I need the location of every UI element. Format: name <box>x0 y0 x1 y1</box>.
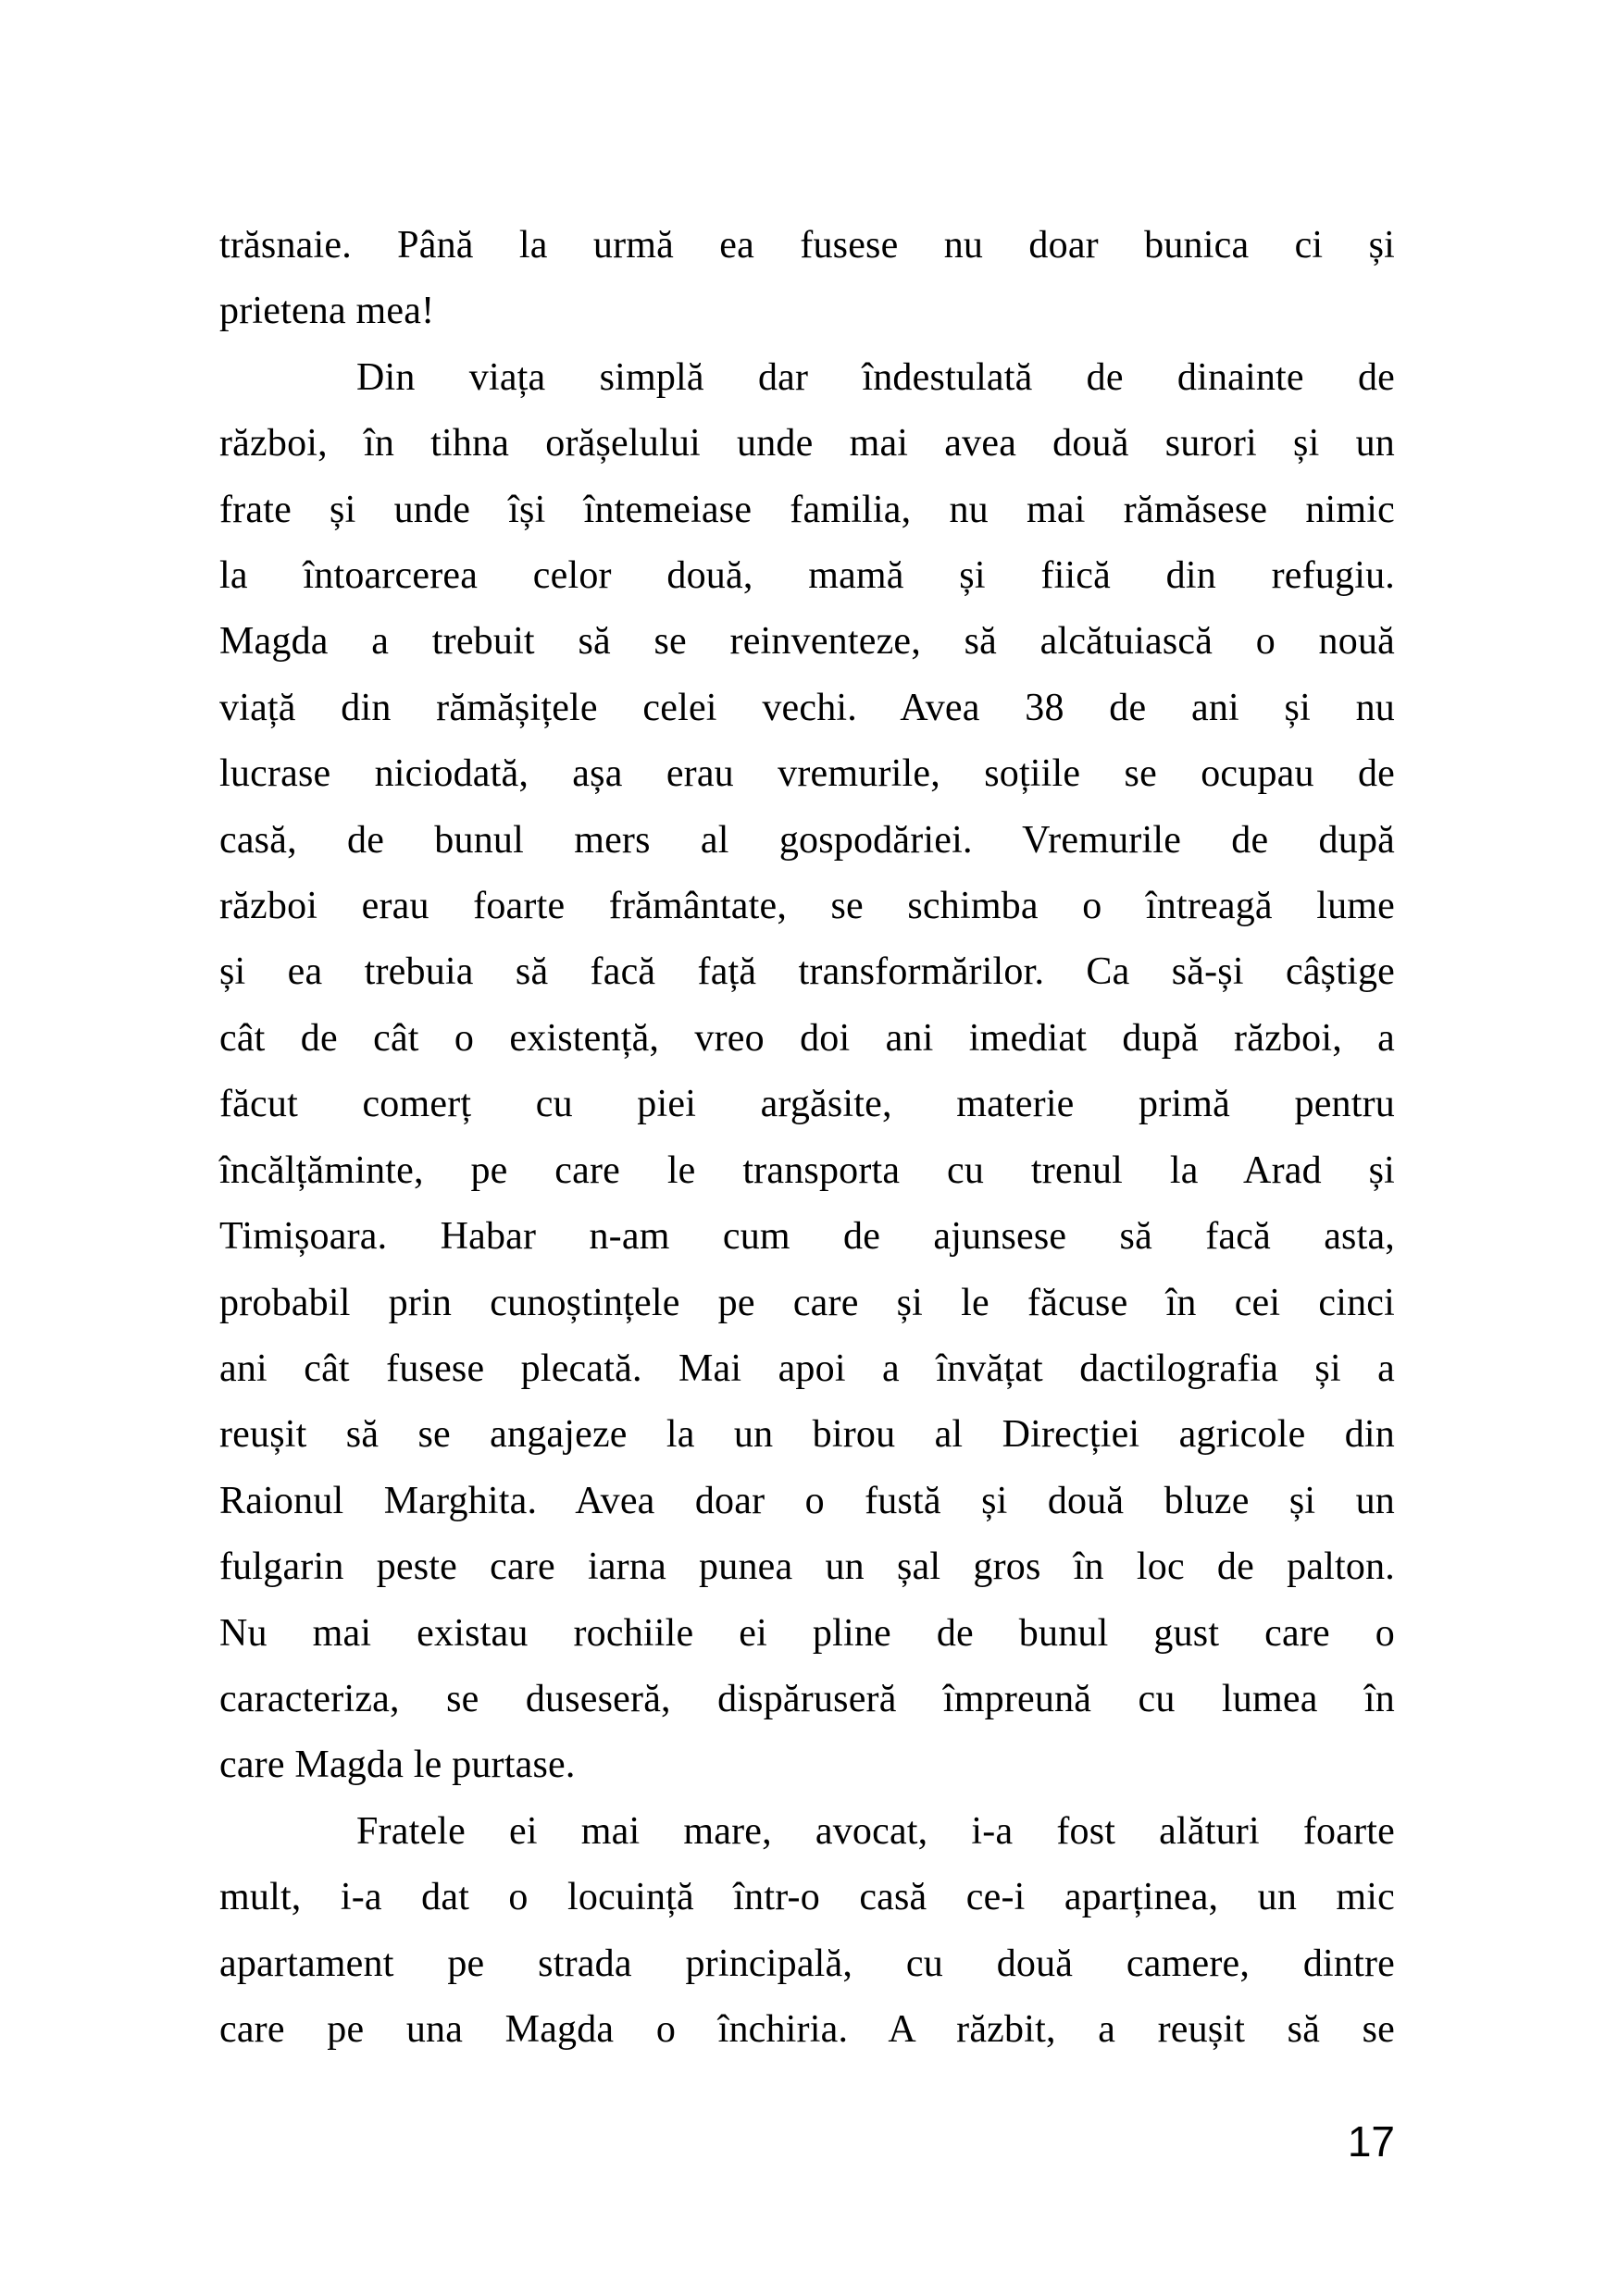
text-line: frate și unde își întemeiase familia, nu mai rămăsese nimic <box>219 488 1395 531</box>
text-line: Magda a trebuit să se reinventeze, să alcătuiască o nouă <box>219 620 1395 664</box>
page-number: 17 <box>1347 2117 1395 2166</box>
text-line: Fratele ei mai mare, avocat, i-a fost alături foarte <box>356 1809 1395 1853</box>
text-line: reușit să se angajeze la un birou al Direcției agricole din <box>219 1413 1395 1457</box>
text-line: și ea trebuia să facă față transformărilor. Ca să-și câștige <box>219 950 1395 994</box>
text-line: război erau foarte frământate, se schimba o întreagă lume <box>219 885 1395 928</box>
text-line: care Magda le purtase. <box>219 1744 576 1787</box>
text-line: cât de cât o existență, vreo doi ani imediat după război, a <box>219 1016 1395 1060</box>
text-line: ani cât fusese plecată. Mai apoi a învățat dactilografia și a <box>219 1347 1395 1390</box>
text-line: care pe una Magda o închiria. A răzbit, a reușit să se <box>219 2007 1395 2051</box>
text-line: caracteriza, se duseseră, dispăruseră împreună cu lumea în <box>219 1677 1395 1720</box>
text-line: încălțăminte, pe care le transporta cu trenul la Arad și <box>219 1148 1395 1192</box>
text-line: Timișoara. Habar n-am cum de ajunsese să facă asta, <box>219 1215 1395 1259</box>
text-line: Nu mai existau rochiile ei pline de bunul gust care o <box>219 1611 1395 1655</box>
text-line: trăsnaie. Până la urmă ea fusese nu doar bunica ci și <box>219 224 1395 267</box>
text-line: apartament pe strada principală, cu două camere, dintre <box>219 1942 1395 1985</box>
text-line: casă, de bunul mers al gospodăriei. Vremurile de după <box>219 818 1395 862</box>
text-line: la întoarcerea celor două, mamă și fiică din refugiu. <box>219 554 1395 598</box>
text-line: făcut comerț cu piei argăsite, materie primă pentru <box>219 1083 1395 1126</box>
text-line: Raionul Marghita. Avea doar o fustă și două bluze și un <box>219 1479 1395 1522</box>
text-line: război, în tihna orășelului unde mai avea două surori și un <box>219 422 1395 465</box>
text-block <box>219 213 1395 2063</box>
text-line: probabil prin cunoștințele pe care și le făcuse în cei cinci <box>219 1281 1395 1324</box>
text-line: prietena mea! <box>219 290 435 333</box>
text-line: mult, i-a dat o locuință într-o casă ce-i aparținea, un mic <box>219 1876 1395 1919</box>
text-line: fulgarin peste care iarna punea un șal gros în loc de palton. <box>219 1545 1395 1589</box>
text-line: viață din rămășițele celei vechi. Avea 38 de ani și nu <box>219 686 1395 729</box>
text-line: lucrase niciodată, așa erau vremurile, soțiile se ocupau de <box>219 752 1395 796</box>
text-line: Din viața simplă dar îndestulată de dinainte de <box>356 355 1395 399</box>
